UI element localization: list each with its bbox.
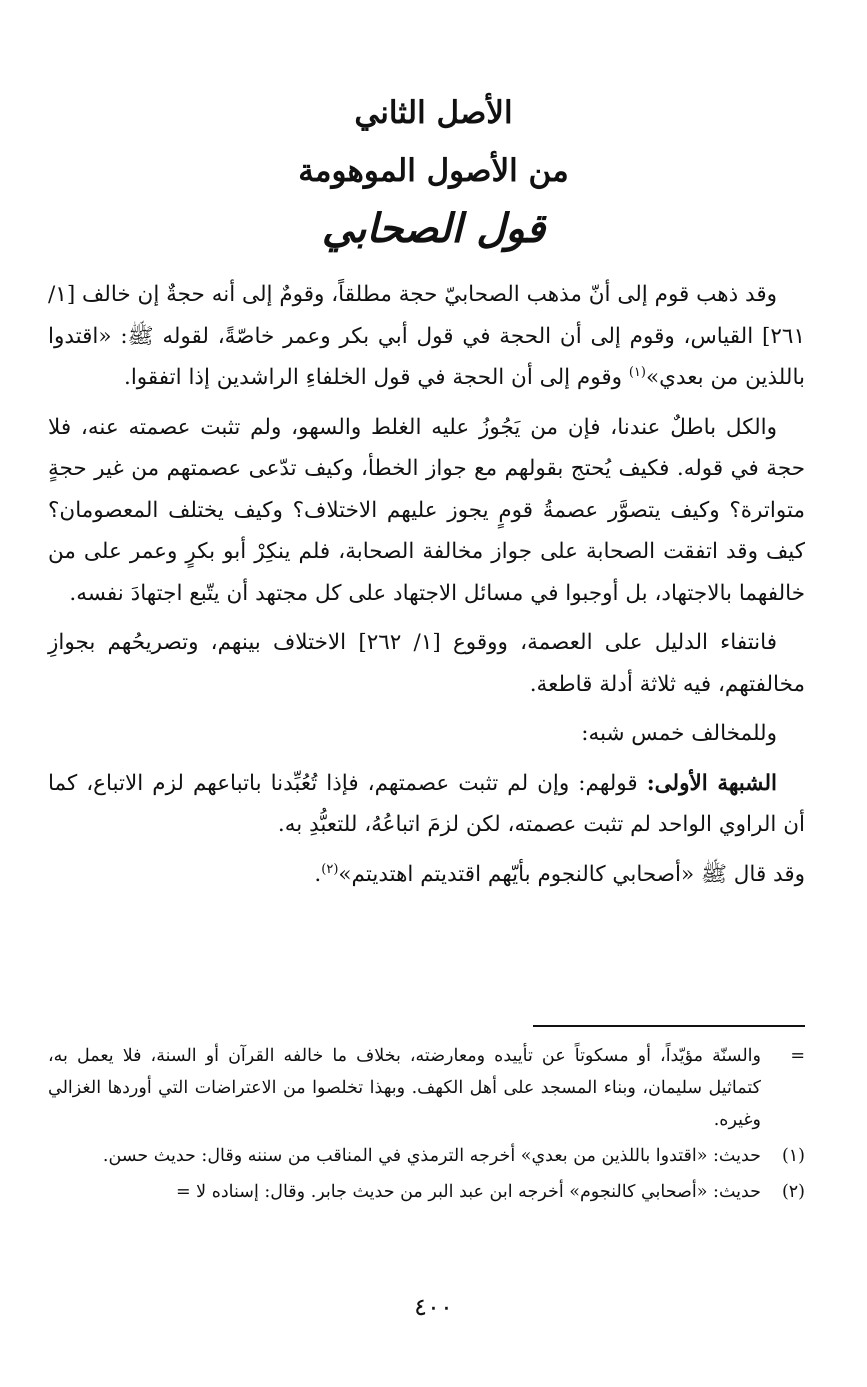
footnote-mark: =: [790, 1046, 805, 1066]
paragraph: والكل باطلٌ عندنا، فإن من يَجُوزُ عليه الغلط والسهو، ولم تثبت عصمته عنه، فلا حجة في قوله. فكيف يُحتج بقولهم مع جواز الخطأ، وكيف تدّعى عصمتهم من غير حجةٍ متواترة؟ وكيف يتصوَّر عصمةُ قومٍ يجوز عليهم الاختلاف؟ وكيف يختلف المعصومان؟ كيف وقد اتفقت الصحابة على جواز مخالفة الصحابة، فلم ينكِرْ أبو بكرٍ وعمر على من خالفهما بالاجتهاد، بل أوجبوا في مسائل الاجتهاد على كل مجتهد أن يتّبع اجتهادَ نفسه.: [48, 414, 805, 606]
footnote-ref: (١): [628, 364, 646, 380]
chapter-subtitle: من الأصول الموهومة: [298, 153, 569, 189]
main-text: [48, 274, 805, 903]
footnotes: [48, 1040, 805, 1212]
footnote: [48, 1176, 805, 1208]
chapter-title: الأصل الثاني: [354, 95, 513, 131]
paragraph-text: وقد ذهب قوم إلى أنّ مذهب الصحابيّ حجة مطلقاً، وقومٌ إلى أنه حجةٌ إن خالف [١/ ٢٦١] القياس، وقوم إلى أن الحجة في قول أبي بكر وعمر خاصّةً، لقوله ﷺ: «اقتدوا باللذين من بعدي»: [48, 282, 805, 390]
paragraph: [48, 763, 805, 846]
paragraph: [48, 274, 805, 399]
section-title: قول الصحابي: [321, 205, 546, 252]
paragraph-text: وقد قال ﷺ «أصحابي كالنجوم بأيّهم اقتديتم اهتديتم»: [338, 861, 805, 887]
footnote-mark: (١): [781, 1146, 805, 1166]
footnote-ref: (٢): [321, 861, 339, 877]
paragraph: وللمخالف خمس شبه:: [581, 721, 777, 746]
page-number: ٤٠٠: [414, 1293, 453, 1321]
footnote: [48, 1140, 805, 1172]
footnote-text: حديث: «اقتدوا باللذين من بعدي» أخرجه الترمذي في المناقب من سننه وقال: حديث حسن.: [102, 1146, 761, 1166]
paragraph: فانتفاء الدليل على العصمة، ووقوع [١/ ٢٦٢] الاختلاف بينهم، وتصريحُهم بجوازِ مخالفتهم، فيه ثلاثة أدلة قاطعة.: [48, 630, 805, 697]
paragraph: [48, 854, 805, 896]
paragraph-text: .: [314, 861, 322, 887]
footnote-mark: (٢): [781, 1182, 805, 1202]
paragraph-text: وقوم إلى أن الحجة في قول الخلفاءِ الراشدين إذا اتفقوا.: [123, 365, 629, 390]
shubha-label: الشبهة الأولى:: [646, 770, 777, 796]
footnote-text: حديث: «أصحابي كالنجوم» أخرجه ابن عبد البر من حديث جابر. وقال: إسناده لا =: [175, 1182, 761, 1202]
footnote-text: والسنّة مؤيّداً، أو مسكوتاً عن تأييده ومعارضته، بخلاف ما خالفه القرآن أو السنة، فلا يعمل به، كتماثيل سليمان، وبناء المسجد على أهل الكهف. وبهذا تخلصوا من الاعتراضات التي أوردها الغزالي وغيره.: [48, 1046, 761, 1130]
paragraph-text: قولهم: وإن لم تثبت عصمتهم، فإذا تُعُبِّدنا باتباعهم لزم الاتباع، كما أن الراوي الواحد لم تثبت عصمته، لكن لزمَ اتباعُهُ، للتعبُّدِ به.: [48, 770, 805, 837]
footnote: [48, 1040, 805, 1136]
footnote-divider: [533, 1025, 805, 1027]
